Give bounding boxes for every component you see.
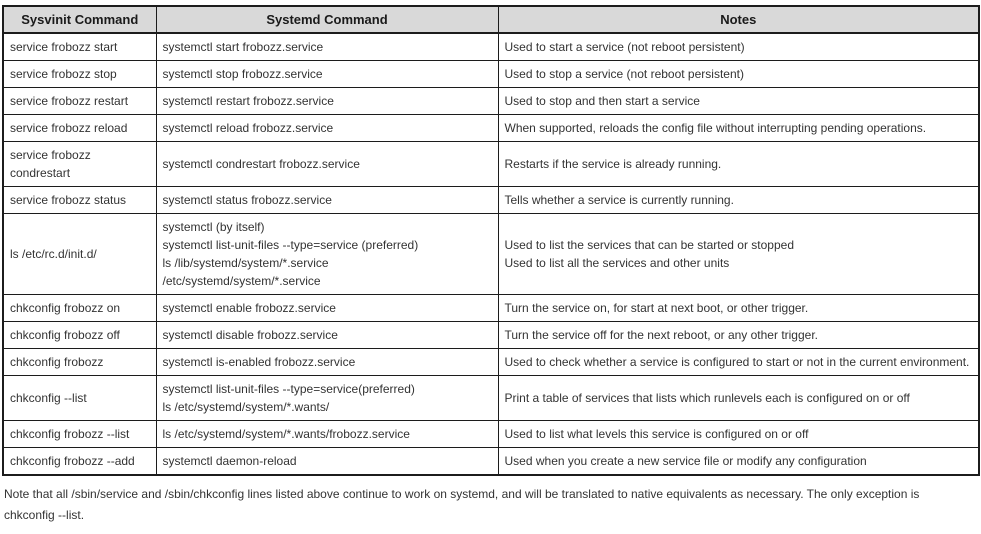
cell-line: service frobozz reload	[10, 121, 128, 135]
cell-line: Print a table of services that lists which runlevels each is configured on or off	[504, 391, 910, 405]
systemd-command-cell	[156, 61, 498, 88]
cell-line: systemctl list-unit-files --type=service (preferred)	[162, 238, 419, 252]
sysvinit-command-cell	[3, 61, 156, 88]
cell-line: systemctl reload frobozz.service	[162, 121, 334, 135]
cell-line: systemctl start frobozz.service	[162, 40, 324, 54]
cell-line: When supported, reloads the config file without interrupting pending operations.	[504, 121, 927, 135]
sysvinit-command-cell	[3, 214, 156, 295]
cell-line: service frobozz status	[10, 193, 127, 207]
command-comparison-table	[2, 5, 980, 476]
column-header-systemd-command: Systemd Command	[156, 6, 498, 33]
cell-line: systemctl enable frobozz.service	[162, 301, 336, 315]
cell-line: Tells whether a service is currently running.	[504, 193, 734, 207]
sysvinit-command-cell	[3, 349, 156, 376]
table-row	[3, 349, 979, 376]
systemd-command-cell	[156, 448, 498, 476]
table-row	[3, 61, 979, 88]
systemd-command-cell	[156, 421, 498, 448]
table-row	[3, 88, 979, 115]
table-row	[3, 187, 979, 214]
cell-line: chkconfig frobozz --add	[10, 454, 135, 468]
table-row	[3, 142, 979, 187]
cell-line: systemctl status frobozz.service	[162, 193, 332, 207]
cell-line: systemctl restart frobozz.service	[162, 94, 334, 108]
systemd-command-cell	[156, 322, 498, 349]
sysvinit-command-cell	[3, 421, 156, 448]
cell-line: systemctl is-enabled frobozz.service	[162, 355, 356, 369]
table-row	[3, 33, 979, 61]
cell-line: Used to stop and then start a service	[504, 94, 700, 108]
cell-line: Used to list what levels this service is configured on or off	[504, 427, 809, 441]
cell-line: chkconfig frobozz off	[10, 328, 120, 342]
systemd-command-cell	[156, 214, 498, 295]
sysvinit-command-cell	[3, 322, 156, 349]
notes-cell	[498, 448, 979, 476]
table-header-row	[3, 6, 979, 33]
cell-line: systemctl daemon-reload	[162, 454, 297, 468]
cell-line: service frobozz start	[10, 40, 118, 54]
systemd-command-cell	[156, 295, 498, 322]
systemd-command-cell	[156, 187, 498, 214]
sysvinit-command-cell	[3, 88, 156, 115]
cell-line: ls /lib/systemd/system/*.service	[162, 256, 329, 270]
notes-cell	[498, 33, 979, 61]
systemd-command-cell	[156, 349, 498, 376]
column-header-notes: Notes	[498, 6, 979, 33]
cell-line: ls /etc/systemd/system/*.wants/	[162, 400, 330, 414]
cell-line: chkconfig frobozz	[10, 355, 104, 369]
table-row	[3, 214, 979, 295]
systemd-command-cell	[156, 142, 498, 187]
notes-cell	[498, 88, 979, 115]
cell-line: chkconfig --list	[10, 391, 87, 405]
table-row	[3, 322, 979, 349]
notes-cell	[498, 61, 979, 88]
table-row	[3, 295, 979, 322]
systemd-command-cell	[156, 376, 498, 421]
notes-cell	[498, 349, 979, 376]
systemd-command-cell	[156, 115, 498, 142]
table-row	[3, 448, 979, 476]
notes-cell	[498, 322, 979, 349]
cell-line: Used when you create a new service file or modify any configuration	[504, 454, 867, 468]
cell-line: systemctl condrestart frobozz.service	[162, 157, 360, 171]
sysvinit-command-cell	[3, 115, 156, 142]
sysvinit-command-cell	[3, 376, 156, 421]
cell-line: ls /etc/systemd/system/*.wants/frobozz.service	[162, 427, 410, 441]
sysvinit-command-cell	[3, 448, 156, 476]
cell-line: chkconfig frobozz --list	[10, 427, 130, 441]
notes-cell	[498, 295, 979, 322]
systemd-command-cell	[156, 33, 498, 61]
cell-line: systemctl disable frobozz.service	[162, 328, 338, 342]
cell-line: Turn the service off for the next reboot, or any other trigger.	[504, 328, 818, 342]
cell-line: Used to stop a service (not reboot persistent)	[504, 67, 744, 81]
cell-line: ls /etc/rc.d/init.d/	[10, 247, 97, 261]
cell-line: service frobozz restart	[10, 94, 129, 108]
cell-line: Turn the service on, for start at next boot, or other trigger.	[504, 301, 809, 315]
cell-line: Used to check whether a service is configured to start or not in the current environment.	[504, 355, 970, 369]
sysvinit-command-cell	[3, 33, 156, 61]
column-header-sysvinit-command: Sysvinit Command	[3, 6, 156, 33]
cell-line: Used to start a service (not reboot persistent)	[504, 40, 745, 54]
cell-line: Used to list the services that can be started or stopped	[504, 238, 794, 252]
systemd-command-cell	[156, 88, 498, 115]
notes-cell	[498, 214, 979, 295]
table-row	[3, 115, 979, 142]
notes-cell	[498, 115, 979, 142]
notes-cell	[498, 142, 979, 187]
cell-line: chkconfig frobozz on	[10, 301, 121, 315]
table-row	[3, 376, 979, 421]
cell-line: Used to list all the services and other units	[504, 256, 730, 270]
footer-note: Note that all /sbin/service and /sbin/chkconfig lines listed above continue to work on systemd, and will be translated to native equivalents as necessary. The only exception is chkconfig --list.	[4, 487, 920, 522]
notes-cell	[498, 376, 979, 421]
cell-line: /etc/systemd/system/*.service	[162, 274, 321, 288]
table-row	[3, 421, 979, 448]
sysvinit-command-cell	[3, 295, 156, 322]
cell-line: systemctl stop frobozz.service	[162, 67, 323, 81]
cell-line: service frobozz condrestart	[10, 148, 91, 180]
notes-cell	[498, 187, 979, 214]
cell-line: service frobozz stop	[10, 67, 117, 81]
sysvinit-command-cell	[3, 187, 156, 214]
notes-cell	[498, 421, 979, 448]
cell-line: systemctl list-unit-files --type=service(preferred)	[162, 382, 415, 396]
sysvinit-command-cell	[3, 142, 156, 187]
cell-line: systemctl (by itself)	[162, 220, 265, 234]
table-body	[3, 33, 979, 475]
cell-line: Restarts if the service is already running.	[504, 157, 722, 171]
